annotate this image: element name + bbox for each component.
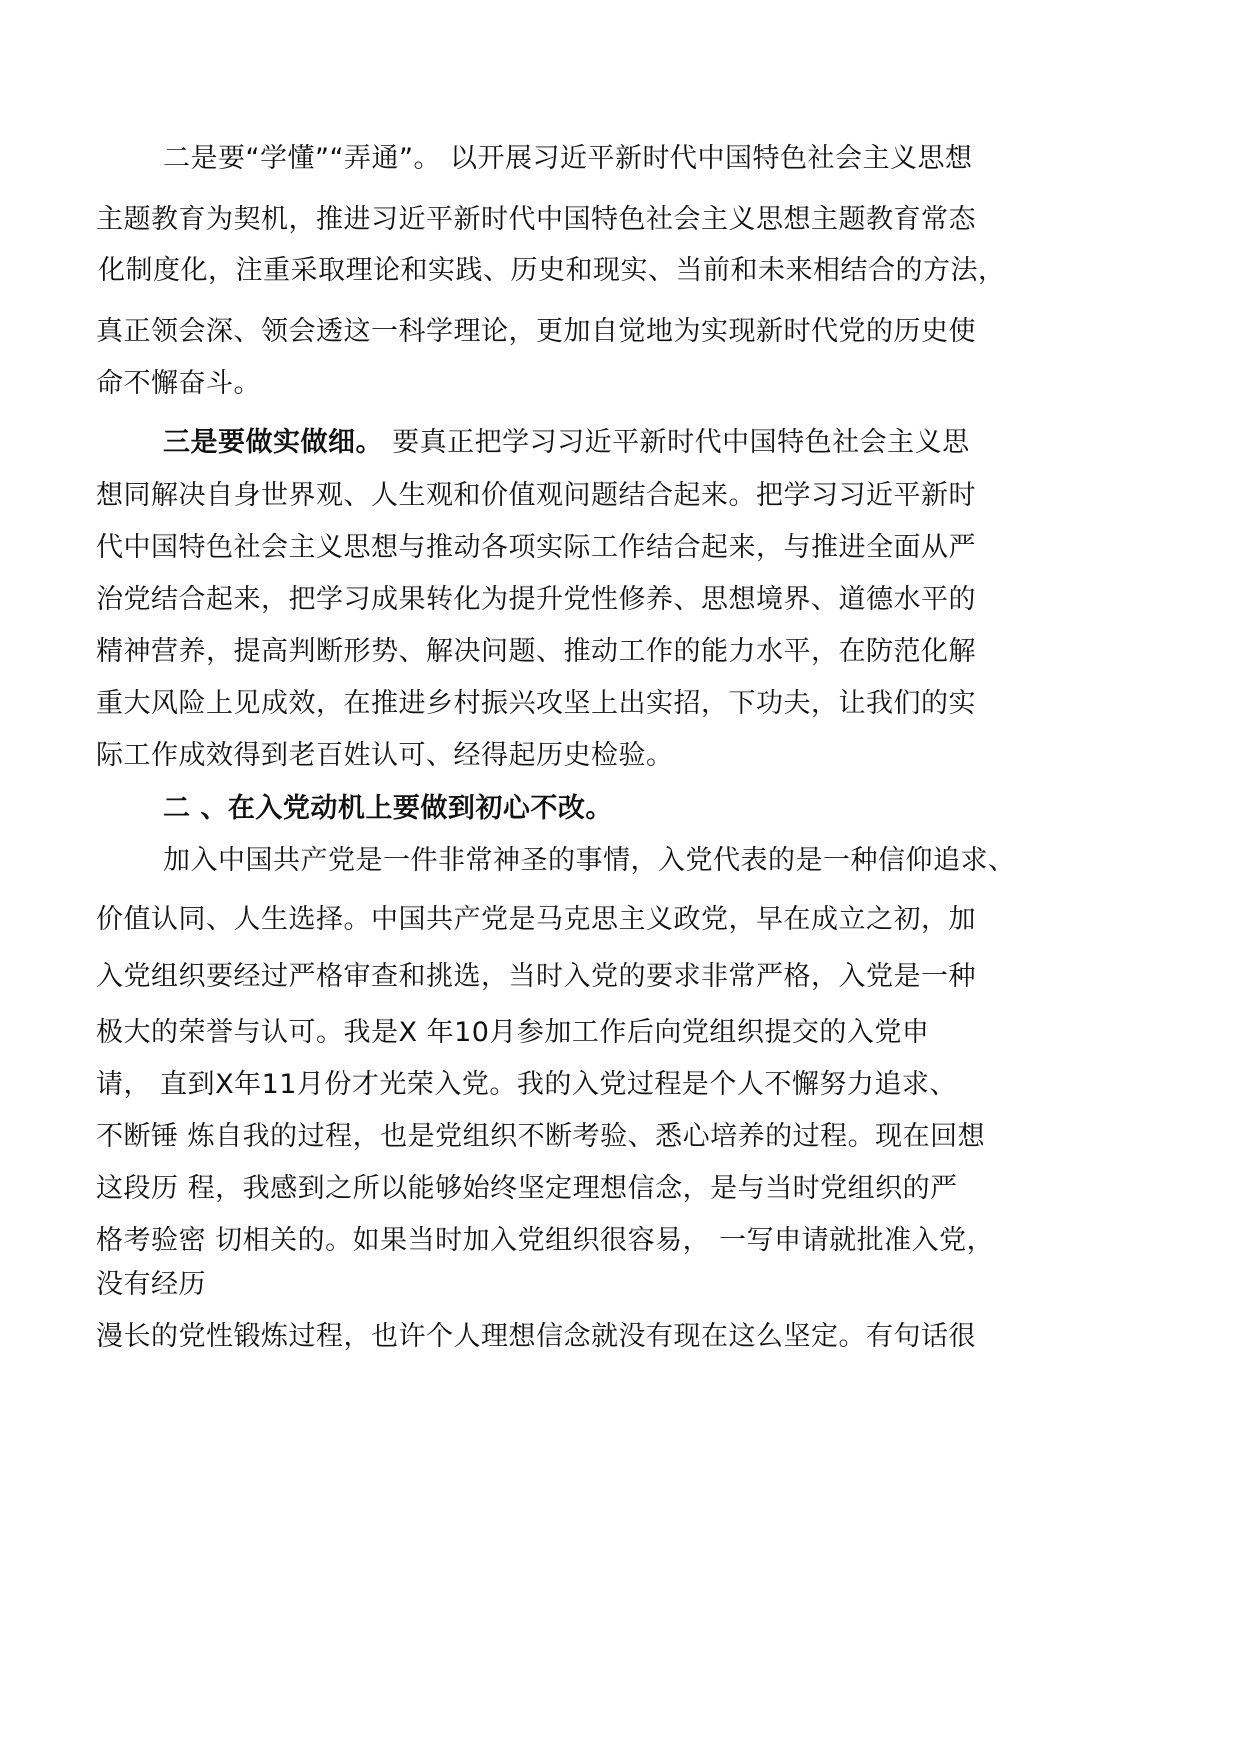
text-line: 重大风险上见成效，在推进乡村振兴攻坚上出实招，下功夫，让我们的实 (96, 688, 976, 719)
section-title: 二 、在入党动机上要做到初心不改。 (163, 793, 613, 824)
text-line: 际工作成效得到老百姓认可、经得起历史检验。 (96, 740, 674, 771)
text-line: 化制度化，注重采取理论和实践、历史和现实、当前和未来相结合的方法， (98, 255, 1006, 286)
text-line: 精神营养，提高判断形势、解决问题、推动工作的能力水平，在防范化解 (96, 636, 976, 667)
text-line: 请， 直到X年11月份才光荣入党。我的入党过程是个人不懈努力追求、 (96, 1069, 957, 1100)
line-text: 要真正把学习习近平新时代中国特色社会主义思 (383, 427, 970, 458)
text-line: 治党结合起来，把学习成果转化为提升党性修养、思想境界、道德水平的 (96, 584, 976, 615)
text-line: 真正领会深、领会透这一科学理论，更加自觉地为实现新时代党的历史使 (96, 316, 976, 347)
text-line: 加入中国共产党是一件非常神圣的事情，入党代表的是一种信仰追求、 (163, 845, 1016, 876)
text-line: 命不懈奋斗。 (96, 368, 261, 399)
text-line: 极大的荣誉与认可。我是X 年10月参加工作后向党组织提交的入党申 (96, 1017, 930, 1048)
text-line: 价值认同、人生选择。中国共产党是马克思主义政党，早在成立之初，加 (96, 904, 976, 935)
line-text: 以开展习近平新时代中国特色社会主义思想 (440, 143, 973, 174)
text-line: 这段历 程，我感到之所以能够始终坚定理想信念，是与当时党组织的严 (96, 1173, 958, 1204)
text-line: 漫长的党性锻炼过程，也许个人理想信念就没有现在这么坚定。有句话很 (96, 1321, 976, 1352)
text-line: 想同解决自身世界观、人生观和价值观问题结合起来。把学习习近平新时 (96, 480, 976, 511)
text-line: 不断锤 炼自我的过程，也是党组织不断考验、悉心培养的过程。现在回想 (96, 1121, 986, 1152)
text-line: 没有经历 (96, 1269, 206, 1300)
text-line (163, 142, 973, 176)
text-line: 代中国特色社会主义思想与推动各项实际工作结合起来，与推进全面从严 (96, 532, 976, 563)
section-heading: 三是要做实做细。 (163, 427, 383, 458)
text-line: 入党组织要经过严格审查和挑选，当时入党的要求非常严格，入党是一种 (96, 961, 976, 992)
line-lead: 二是要“学懂”“弄通”。 (163, 143, 441, 174)
text-line: 格考验密 切相关的。如果当时加入党组织很容易， 一写申请就批准入党， (96, 1225, 995, 1256)
text-line (163, 426, 970, 460)
text-line: 主题教育为契机，推进习近平新时代中国特色社会主义思想主题教育常态 (96, 204, 976, 235)
